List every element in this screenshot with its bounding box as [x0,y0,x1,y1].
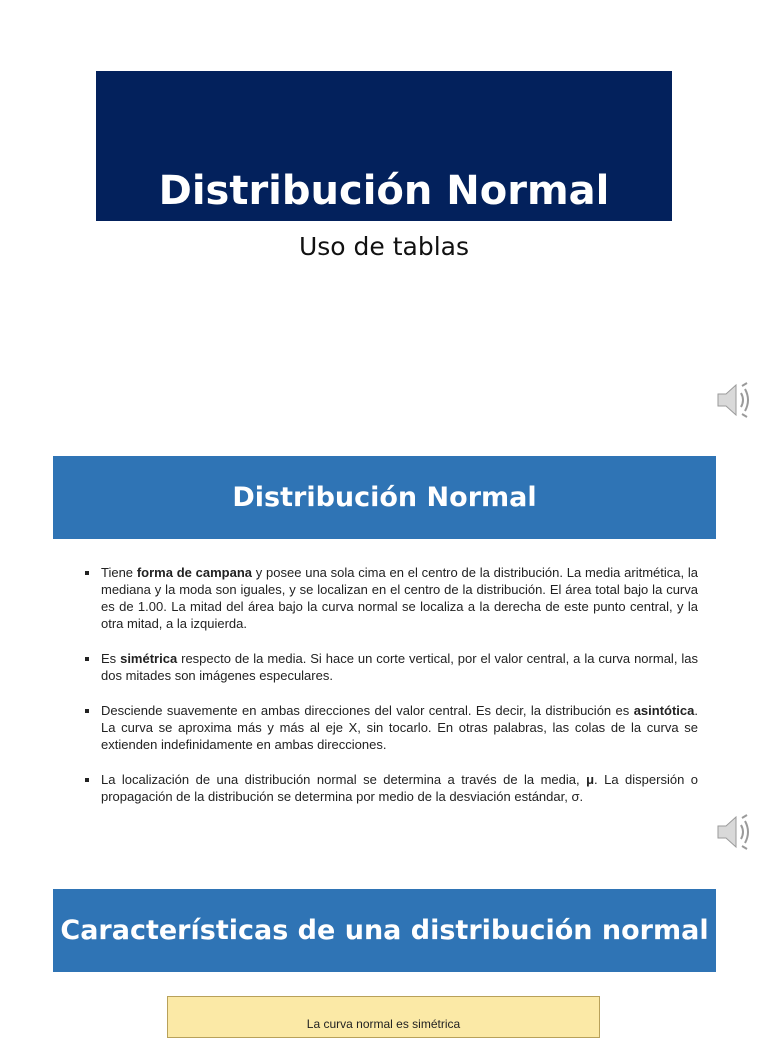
bullet-text: Tiene [101,565,137,580]
bullet-text: Desciende suavemente en ambas direcciones del valor central. Es decir, la distribución es [101,703,634,718]
slide-header-caracteristicas: Características de una distribución normal [53,889,716,972]
list-item [85,771,698,805]
bullet-icon [85,778,89,782]
bullet-bold-text: forma de campana [136,565,252,580]
bullet-list [85,564,698,823]
slide-title-text: Distribución Normal [158,168,610,214]
list-item [85,650,698,684]
bullet-text: Es [101,651,121,666]
speaker-icon[interactable] [714,812,754,852]
note-text: La curva normal es simétrica [306,1017,461,1031]
bullet-icon [85,657,89,661]
bullet-text: y posee una sola cima en el centro de la distribución. La media aritmética, la mediana y la moda son iguales, y se localizan en el centro de la distribución. El área total bajo la curva es de 1.00. La mitad del área bajo la curva normal se localiza a la derecha de este punto central, y la otra mitad, a la izquierda. [101,565,698,631]
bullet-text: . La dispersión o propagación de la distribución se determina por medio de la desviación estándar, σ. [101,772,698,804]
bullet-icon [85,571,89,575]
list-item [85,702,698,753]
list-item [85,564,698,632]
bullet-bold-text: asintótica [633,703,695,718]
slide-title [0,0,768,440]
bullet-bold-text: simétrica [120,651,178,666]
speaker-icon[interactable] [714,380,754,420]
bullet-icon [85,709,89,713]
slide-subtitle: Uso de tablas [298,232,470,261]
bullet-text: La localización de una distribución normal se determina a través de la media, [101,772,587,787]
bullet-bold-text: μ [586,772,595,787]
slide-header-distribucion: Distribución Normal [53,456,716,539]
bullet-text: respecto de la media. Si hace un corte vertical, por el valor central, a la curva normal, las dos mitades son imágenes especulares. [101,651,698,683]
bullet-text: . La curva se aproxima más y más al eje X, sin tocarlo. En otras palabras, las colas de la curva se extienden indefinidamente en ambas direcciones. [101,703,698,752]
note-box [167,996,600,1038]
